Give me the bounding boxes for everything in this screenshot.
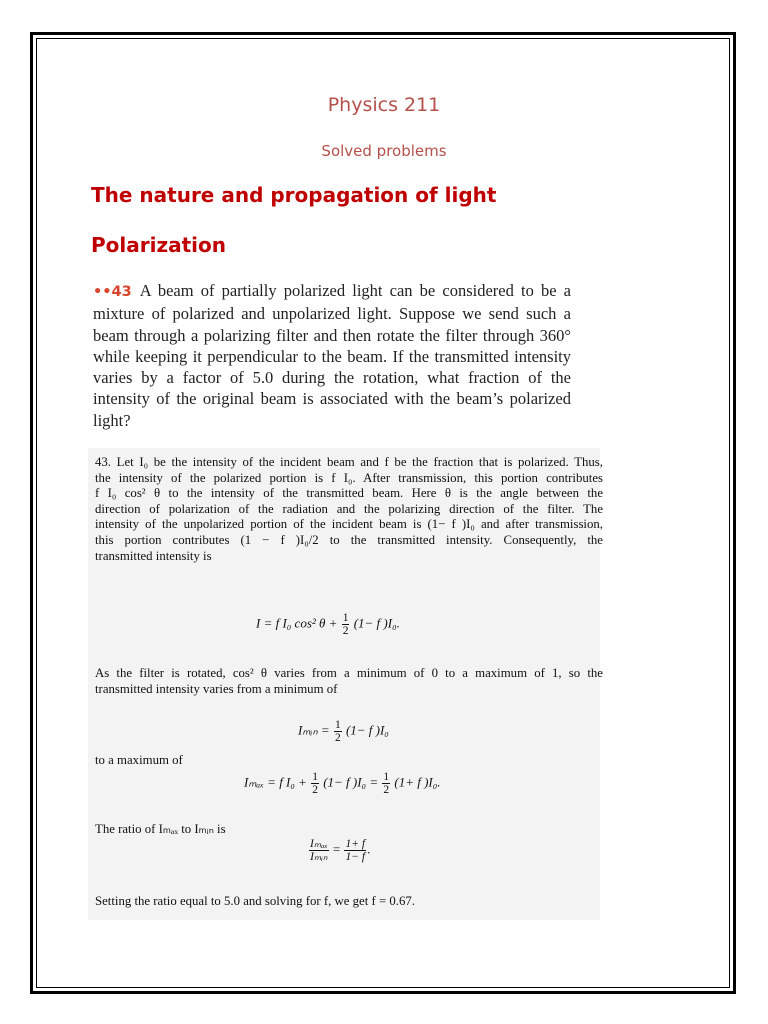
fraction-numerator: 1 bbox=[334, 719, 341, 731]
solution-line: intensity of the unpolarized portion of the incident beam is (1− f )I₀ and after transmission, bbox=[95, 517, 603, 532]
section-heading: Polarization bbox=[91, 233, 226, 257]
course-title: Physics 211 bbox=[327, 94, 441, 116]
equation-transmitted-intensity bbox=[256, 612, 400, 637]
solution-line: transmitted intensity is bbox=[95, 548, 212, 563]
fraction-half bbox=[311, 771, 319, 796]
solution-line: transmitted intensity varies from a minimum of bbox=[95, 681, 338, 696]
solution-line: f I₀ cos² θ to the intensity of the transmitted beam. Here θ is the angle between the bbox=[95, 486, 603, 501]
fraction-numerator: 1 bbox=[383, 771, 390, 783]
fraction-denominator: 2 bbox=[334, 732, 341, 744]
solution-line: The ratio of Iₘₐₓ to Iₘᵢₙ is bbox=[95, 822, 226, 836]
fraction-half bbox=[342, 612, 350, 637]
solution-line: As the filter is rotated, cos² θ varies from a minimum of 0 to a maximum of 1, so the bbox=[95, 666, 603, 680]
equation-part: (1− f )I₀ bbox=[345, 722, 389, 738]
equation-part: Iₘₐₓ = f I₀ + bbox=[244, 774, 307, 790]
equation-ratio: $\frac{\text{Iₘₐₓ}}{\text{Iₘᵢₙ}}$ = $\frac{1+ f}{1- f}$ . bbox=[310, 838, 371, 863]
fraction-numerator: 1+ f bbox=[345, 838, 366, 850]
problem-text: A beam of partially polarized light can be considered to be a mixture of polarized and unpolarized light. Suppose we send such a beam through a polarizing filter and then rotate the filter through 360° while keeping it perpendicular to the beam. If the transmitted intensity varies by a factor of 5.0 during the rotation, what fraction of the intensity of the original beam is associated with the beam’s polarized light? bbox=[93, 281, 571, 430]
fraction-numerator: Iₘₐₓ bbox=[310, 838, 328, 850]
solution-conclusion: Setting the ratio equal to 5.0 and solving for f, we get f = 0.67. bbox=[95, 894, 415, 908]
fraction-intensity-ratio bbox=[309, 838, 329, 863]
equation-part: (1− f )I₀. bbox=[353, 615, 400, 631]
document-subtitle: Solved problems bbox=[321, 142, 447, 160]
fraction-half bbox=[334, 719, 342, 744]
solution-paragraph bbox=[95, 455, 603, 564]
solution-line: this portion contributes (1 − f )I₀/2 to the transmitted intensity. Consequently, the bbox=[95, 532, 603, 547]
fraction-numerator: 1 bbox=[312, 771, 318, 783]
fraction-half bbox=[382, 771, 390, 796]
equation-part: (1+ f )I₀. bbox=[394, 774, 441, 790]
fraction-denominator: 2 bbox=[342, 625, 349, 637]
fraction-denominator: 2 bbox=[383, 784, 390, 796]
problem-number: ••43 bbox=[93, 284, 132, 300]
equation-part: Iₘᵢₙ = bbox=[298, 722, 330, 738]
solution-line: direction of polarization of the radiation and the polarizing direction of the filter. The bbox=[95, 501, 603, 516]
solution-line: to a maximum of bbox=[95, 753, 183, 767]
equation-part: I = f I₀ cos² θ + bbox=[256, 615, 338, 631]
topic-heading: The nature and propagation of light bbox=[91, 183, 497, 207]
fraction-denominator: 2 bbox=[312, 784, 318, 796]
problem-statement bbox=[93, 280, 571, 431]
fraction-numerator: 1 bbox=[342, 612, 349, 624]
equation-minimum-intensity bbox=[298, 719, 389, 744]
solution-line: 43. Let I₀ be the intensity of the incident beam and f be the fraction that is polarized. Thus, bbox=[95, 455, 603, 469]
fraction-denominator: Iₘᵢₙ bbox=[310, 851, 328, 863]
solution-line: the intensity of the polarized portion is f I₀. After transmission, this portion contributes bbox=[95, 470, 603, 485]
fraction-denominator: 1− f bbox=[345, 851, 366, 863]
equation-maximum-intensity bbox=[244, 771, 441, 796]
equation-part: (1− f )I₀ = bbox=[323, 774, 379, 790]
solution-paragraph bbox=[95, 666, 603, 697]
fraction-polarized-ratio bbox=[344, 838, 366, 863]
